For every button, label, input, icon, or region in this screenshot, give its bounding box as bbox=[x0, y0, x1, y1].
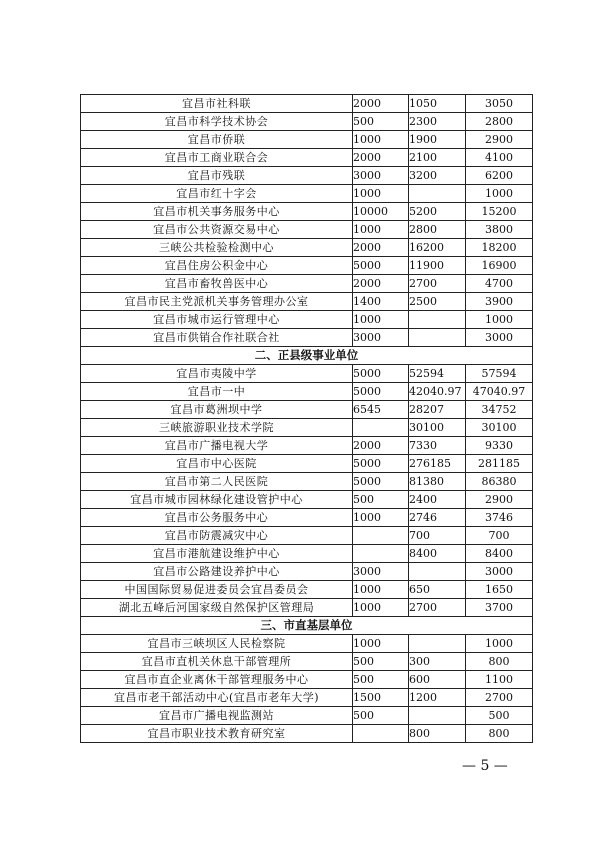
value-cell-1: 500 bbox=[353, 113, 409, 131]
value-cell-1: 10000 bbox=[353, 203, 409, 221]
value-cell-1: 5000 bbox=[353, 455, 409, 473]
unit-name-cell: 宜昌市科学技术协会 bbox=[81, 113, 353, 131]
unit-name-cell: 宜昌市三峡坝区人民检察院 bbox=[81, 635, 353, 653]
value-cell-1 bbox=[353, 527, 409, 545]
total-cell: 700 bbox=[466, 527, 533, 545]
value-cell-2: 2300 bbox=[409, 113, 466, 131]
section-title: 二、正县级事业单位 bbox=[81, 347, 533, 365]
value-cell-1: 5000 bbox=[353, 473, 409, 491]
value-cell-2 bbox=[409, 185, 466, 203]
value-cell-1: 5000 bbox=[353, 257, 409, 275]
value-cell-1: 500 bbox=[353, 707, 409, 725]
value-cell-2: 600 bbox=[409, 671, 466, 689]
value-cell-1: 1000 bbox=[353, 131, 409, 149]
total-cell: 2800 bbox=[466, 113, 533, 131]
value-cell-2: 7330 bbox=[409, 437, 466, 455]
value-cell-1: 2000 bbox=[353, 95, 409, 113]
value-cell-1: 1000 bbox=[353, 599, 409, 617]
unit-name-cell: 宜昌市一中 bbox=[81, 383, 353, 401]
budget-table bbox=[80, 94, 533, 743]
table-row bbox=[81, 239, 533, 257]
total-cell: 3050 bbox=[466, 95, 533, 113]
value-cell-2: 3200 bbox=[409, 167, 466, 185]
value-cell-1: 1000 bbox=[353, 509, 409, 527]
unit-name-cell: 宜昌市广播电视大学 bbox=[81, 437, 353, 455]
value-cell-1: 3000 bbox=[353, 167, 409, 185]
table-row bbox=[81, 383, 533, 401]
value-cell-2: 700 bbox=[409, 527, 466, 545]
table-row bbox=[81, 455, 533, 473]
unit-name-cell: 宜昌市直机关休息干部管理所 bbox=[81, 653, 353, 671]
value-cell-2 bbox=[409, 635, 466, 653]
unit-name-cell: 宜昌市公务服务中心 bbox=[81, 509, 353, 527]
value-cell-1: 3000 bbox=[353, 329, 409, 347]
value-cell-2 bbox=[409, 329, 466, 347]
value-cell-2: 650 bbox=[409, 581, 466, 599]
page-number: — 5 — bbox=[462, 758, 508, 774]
table-row bbox=[81, 167, 533, 185]
value-cell-2: 276185 bbox=[409, 455, 466, 473]
total-cell: 3000 bbox=[466, 329, 533, 347]
unit-name-cell: 宜昌市葛洲坝中学 bbox=[81, 401, 353, 419]
unit-name-cell: 宜昌市直企业离休干部管理服务中心 bbox=[81, 671, 353, 689]
value-cell-2: 1050 bbox=[409, 95, 466, 113]
unit-name-cell: 中国国际贸易促进委员会宜昌委员会 bbox=[81, 581, 353, 599]
value-cell-2: 1200 bbox=[409, 689, 466, 707]
value-cell-1 bbox=[353, 419, 409, 437]
value-cell-2: 28207 bbox=[409, 401, 466, 419]
total-cell: 18200 bbox=[466, 239, 533, 257]
table-row bbox=[81, 149, 533, 167]
value-cell-2 bbox=[409, 563, 466, 581]
value-cell-1: 500 bbox=[353, 491, 409, 509]
section-title: 三、市直基层单位 bbox=[81, 617, 533, 635]
value-cell-2: 300 bbox=[409, 653, 466, 671]
value-cell-2: 800 bbox=[409, 725, 466, 743]
table-row bbox=[81, 725, 533, 743]
unit-name-cell: 宜昌市侨联 bbox=[81, 131, 353, 149]
value-cell-1: 1500 bbox=[353, 689, 409, 707]
total-cell: 281185 bbox=[466, 455, 533, 473]
total-cell: 2700 bbox=[466, 689, 533, 707]
value-cell-1: 1400 bbox=[353, 293, 409, 311]
value-cell-2 bbox=[409, 311, 466, 329]
table-row bbox=[81, 599, 533, 617]
total-cell: 4700 bbox=[466, 275, 533, 293]
unit-name-cell: 宜昌市社科联 bbox=[81, 95, 353, 113]
unit-name-cell: 宜昌市公共资源交易中心 bbox=[81, 221, 353, 239]
value-cell-1: 1000 bbox=[353, 185, 409, 203]
unit-name-cell: 宜昌市第二人民医院 bbox=[81, 473, 353, 491]
total-cell: 800 bbox=[466, 725, 533, 743]
value-cell-1: 1000 bbox=[353, 635, 409, 653]
value-cell-2: 1900 bbox=[409, 131, 466, 149]
value-cell-1: 500 bbox=[353, 653, 409, 671]
value-cell-2: 30100 bbox=[409, 419, 466, 437]
total-cell: 1100 bbox=[466, 671, 533, 689]
total-cell: 1650 bbox=[466, 581, 533, 599]
table-row bbox=[81, 689, 533, 707]
table-row bbox=[81, 707, 533, 725]
unit-name-cell: 宜昌市老干部活动中心(宜昌市老年大学) bbox=[81, 689, 353, 707]
total-cell: 1000 bbox=[466, 311, 533, 329]
total-cell: 3000 bbox=[466, 563, 533, 581]
value-cell-1: 6545 bbox=[353, 401, 409, 419]
value-cell-2: 2400 bbox=[409, 491, 466, 509]
total-cell: 9330 bbox=[466, 437, 533, 455]
total-cell: 15200 bbox=[466, 203, 533, 221]
total-cell: 800 bbox=[466, 653, 533, 671]
value-cell-1: 3000 bbox=[353, 563, 409, 581]
table-row bbox=[81, 329, 533, 347]
table-row bbox=[81, 293, 533, 311]
total-cell: 500 bbox=[466, 707, 533, 725]
value-cell-1: 500 bbox=[353, 671, 409, 689]
unit-name-cell: 宜昌市防震减灾中心 bbox=[81, 527, 353, 545]
total-cell: 8400 bbox=[466, 545, 533, 563]
value-cell-1: 1000 bbox=[353, 221, 409, 239]
unit-name-cell: 宜昌住房公积金中心 bbox=[81, 257, 353, 275]
table-row bbox=[81, 527, 533, 545]
value-cell-1 bbox=[353, 725, 409, 743]
table-row bbox=[81, 257, 533, 275]
table-row bbox=[81, 635, 533, 653]
value-cell-2 bbox=[409, 707, 466, 725]
value-cell-1: 1000 bbox=[353, 581, 409, 599]
table-row bbox=[81, 437, 533, 455]
value-cell-2: 11900 bbox=[409, 257, 466, 275]
table-row bbox=[81, 203, 533, 221]
total-cell: 2900 bbox=[466, 131, 533, 149]
table-row bbox=[81, 131, 533, 149]
table-row bbox=[81, 311, 533, 329]
value-cell-2: 2700 bbox=[409, 599, 466, 617]
table-row bbox=[81, 653, 533, 671]
total-cell: 4100 bbox=[466, 149, 533, 167]
total-cell: 16900 bbox=[466, 257, 533, 275]
unit-name-cell: 宜昌市城市运行管理中心 bbox=[81, 311, 353, 329]
table-row bbox=[81, 275, 533, 293]
total-cell: 3700 bbox=[466, 599, 533, 617]
value-cell-1: 2000 bbox=[353, 149, 409, 167]
total-cell: 57594 bbox=[466, 365, 533, 383]
table-row bbox=[81, 545, 533, 563]
total-cell: 86380 bbox=[466, 473, 533, 491]
table-row bbox=[81, 113, 533, 131]
unit-name-cell: 宜昌市工商业联合会 bbox=[81, 149, 353, 167]
total-cell: 3900 bbox=[466, 293, 533, 311]
unit-name-cell: 宜昌市中心医院 bbox=[81, 455, 353, 473]
table-row bbox=[81, 401, 533, 419]
unit-name-cell: 三峡旅游职业技术学院 bbox=[81, 419, 353, 437]
total-cell: 1000 bbox=[466, 635, 533, 653]
table-row bbox=[81, 509, 533, 527]
value-cell-2: 16200 bbox=[409, 239, 466, 257]
value-cell-2: 2746 bbox=[409, 509, 466, 527]
table-row bbox=[81, 365, 533, 383]
table-row bbox=[81, 221, 533, 239]
unit-name-cell: 宜昌市机关事务服务中心 bbox=[81, 203, 353, 221]
value-cell-1: 5000 bbox=[353, 383, 409, 401]
unit-name-cell: 宜昌市红十字会 bbox=[81, 185, 353, 203]
unit-name-cell: 宜昌市夷陵中学 bbox=[81, 365, 353, 383]
unit-name-cell: 宜昌市城市园林绿化建设管护中心 bbox=[81, 491, 353, 509]
table-row bbox=[81, 563, 533, 581]
total-cell: 3746 bbox=[466, 509, 533, 527]
value-cell-2: 2800 bbox=[409, 221, 466, 239]
unit-name-cell: 宜昌市民主党派机关事务管理办公室 bbox=[81, 293, 353, 311]
value-cell-1: 2000 bbox=[353, 239, 409, 257]
unit-name-cell: 三峡公共检验检测中心 bbox=[81, 239, 353, 257]
total-cell: 2900 bbox=[466, 491, 533, 509]
table-body bbox=[81, 95, 533, 743]
unit-name-cell: 宜昌市畜牧兽医中心 bbox=[81, 275, 353, 293]
table-row bbox=[81, 95, 533, 113]
total-cell: 30100 bbox=[466, 419, 533, 437]
total-cell: 6200 bbox=[466, 167, 533, 185]
unit-name-cell: 宜昌市公路建设养护中心 bbox=[81, 563, 353, 581]
unit-name-cell: 宜昌市供销合作社联合社 bbox=[81, 329, 353, 347]
unit-name-cell: 宜昌市港航建设维护中心 bbox=[81, 545, 353, 563]
value-cell-2: 2100 bbox=[409, 149, 466, 167]
value-cell-2: 81380 bbox=[409, 473, 466, 491]
total-cell: 3800 bbox=[466, 221, 533, 239]
value-cell-1: 2000 bbox=[353, 437, 409, 455]
value-cell-2: 42040.97 bbox=[409, 383, 466, 401]
value-cell-1: 1000 bbox=[353, 311, 409, 329]
unit-name-cell: 湖北五峰后河国家级自然保护区管理局 bbox=[81, 599, 353, 617]
value-cell-2: 8400 bbox=[409, 545, 466, 563]
value-cell-2: 2700 bbox=[409, 275, 466, 293]
section-header-row bbox=[81, 617, 533, 635]
value-cell-2: 2500 bbox=[409, 293, 466, 311]
table-row bbox=[81, 671, 533, 689]
table-row bbox=[81, 185, 533, 203]
total-cell: 34752 bbox=[466, 401, 533, 419]
unit-name-cell: 宜昌市职业技术教育研究室 bbox=[81, 725, 353, 743]
value-cell-2: 5200 bbox=[409, 203, 466, 221]
value-cell-1: 2000 bbox=[353, 275, 409, 293]
table-row bbox=[81, 491, 533, 509]
table-row bbox=[81, 473, 533, 491]
table-row bbox=[81, 581, 533, 599]
value-cell-1 bbox=[353, 545, 409, 563]
value-cell-2: 52594 bbox=[409, 365, 466, 383]
unit-name-cell: 宜昌市残联 bbox=[81, 167, 353, 185]
section-header-row bbox=[81, 347, 533, 365]
value-cell-1: 5000 bbox=[353, 365, 409, 383]
unit-name-cell: 宜昌市广播电视监测站 bbox=[81, 707, 353, 725]
table-row bbox=[81, 419, 533, 437]
total-cell: 1000 bbox=[466, 185, 533, 203]
total-cell: 47040.97 bbox=[466, 383, 533, 401]
